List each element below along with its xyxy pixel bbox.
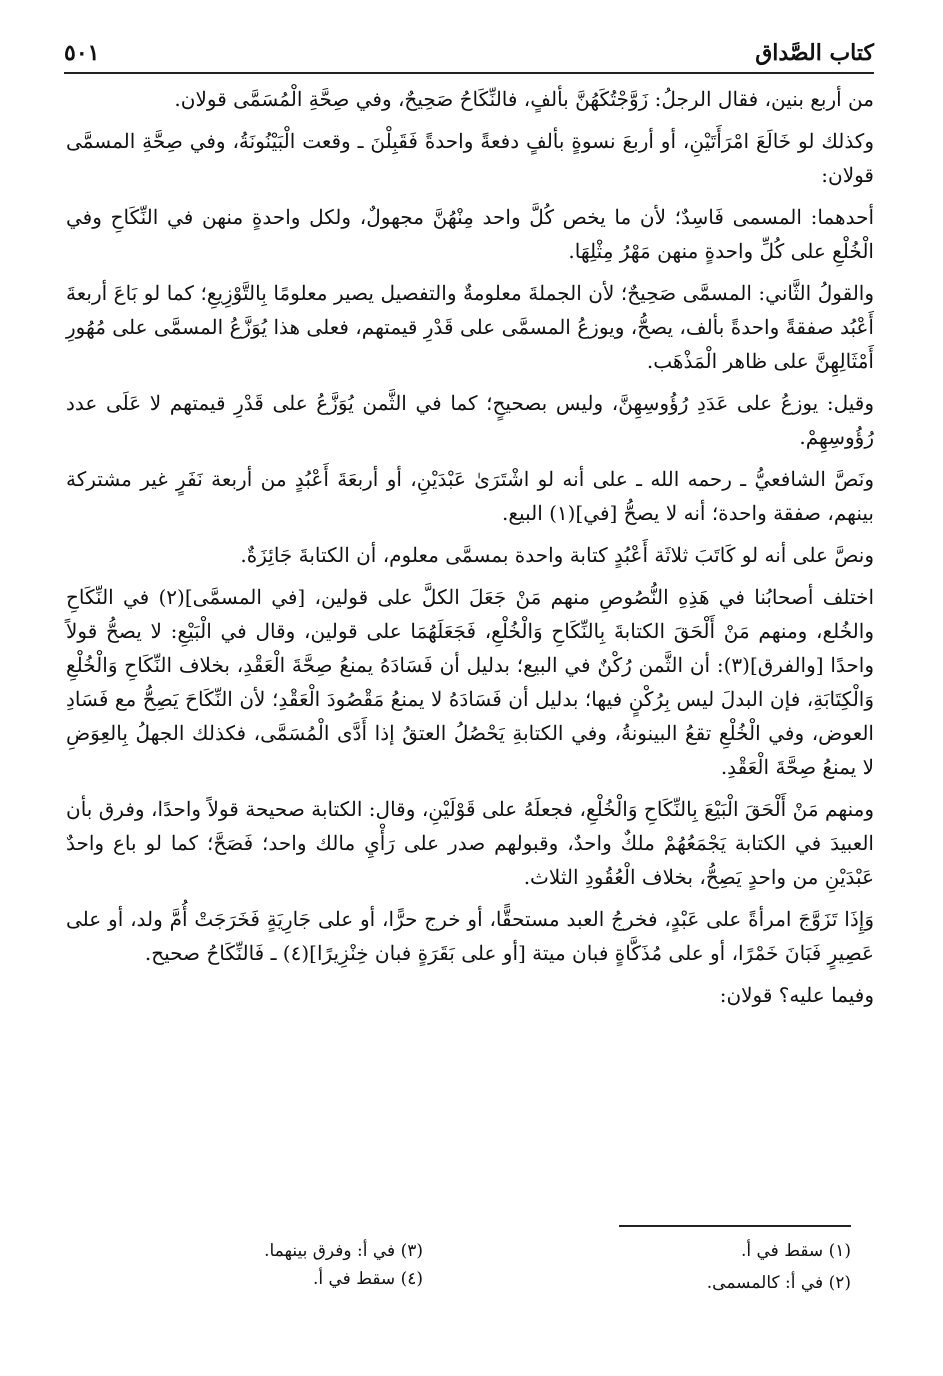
footnote-1: (١) سقط في أ. <box>740 1241 851 1261</box>
paragraph: وفيما عليه؟ قولان: <box>719 983 874 1007</box>
paragraph: وَإِذَا تَزَوَّجَ امرأةً على عَبْدٍ، فخرجُ العبد مستحقًّا، أو خرج حرًّا، أو على جَارِيَةٍ فَخَرَجَتْ أُمَّ ولد، أو على عَصِيرٍ فَبَانَ خَمْرًا، أو على مُذَكَّاةٍ فبان ميتة [أو على بَقَرَةٍ فبان خِنْزِيرًا](٤) ـ فَالنِّكَاحُ صحيح. <box>66 907 874 965</box>
footnote-4: (٤) سقط في أ. <box>312 1269 423 1289</box>
running-title: كتاب الصَّداق <box>755 40 874 66</box>
paragraph: ونَصَّ الشافعيُّ ـ رحمه الله ـ على أنه لو اشْتَرَىٰ عَبْدَيْنِ، أو أربعَةَ أَعْبُدٍ من أربعة نَفَرٍ غير مشتركة بينهم، صفقة واحدة؛ أنه لا يصحُّ [في](١) البيع. <box>66 467 874 525</box>
paragraph: ومنهم مَنْ أَلْحَقَ الْبَيْعَ بِالنِّكَاحِ وَالْخُلْعِ، فجعلَهُ على قَوْلَيْنِ، وقال: الكتابة صحيحة قولاً واحدًا، وفرق بأن العبيدَ في الكتابة يَجْمَعُهُمْ ملكٌ واحدٌ، وقبولهم صدر على رَأْيِ مالك واحد؛ فَصَحَّ؛ كما لو باع واحدٌ عَبْدَيْنِ من واحدٍ يَصِحُّ، بخلاف الْعُقُودِ الثلاث. <box>66 797 874 889</box>
footnote-separator <box>619 1225 851 1227</box>
footnote-2: (٢) في أ: كالمسمى. <box>706 1273 851 1293</box>
paragraph: ونصَّ على أنه لو كَاتَبَ ثلاثَة أَعْبُدٍ كتابة واحدة بمسمَّى معلوم، أن الكتابةَ جَائِزَةٌ. <box>240 543 874 567</box>
page-number: ٥٠١ <box>64 40 100 66</box>
paragraph: أحدهما: المسمى فَاسِدٌ؛ لأن ما يخص كُلَّ واحد مِنْهُنَّ مجهولٌ، ولكل واحدةٍ منهن في النِّكَاحِ وفي الْخُلْعِ على كُلِّ واحدةٍ منهن مَهْرُ مِثْلِهَا. <box>66 205 874 263</box>
paragraph: اختلف أصحابُنا في هَذِهِ النُّصُوصِ منهم مَنْ جَعَلَ الكلَّ على قولين، [في المسمَّى](٢) في النِّكَاحِ والخُلع، ومنهم مَنْ أَلْحَقَ الكتابةَ بِالنِّكَاحِ وَالْخُلْعِ، فَجَعَلَهُمَا على قولين، وقال في الْبَيْعِ: لا يصحُّ قولاً واحدًا [والفرق](٣): أن الثَّمن رُكْنٌ في البيع؛ بدليل أن فَسَادَهُ يمنعُ صِحَّةَ الْعَقْدِ، بخلاف النِّكَاحِ وَالْخُلْعِ وَالْكِتَابَةِ، فإن البدلَ ليس بِرُكْنٍ فيها؛ بدليل أن فَسَادَهُ لا يمنعُ مَقْصُودَ الْعَقْدِ؛ لأن النِّكَاحَ يَصِحُّ مع فَسَادِ العوض، وفي الْخُلْعِ تقعُ البينونةُ، وفي الكتابةِ يَحْصُلُ العتقُ إذا أَدَّى الْمُسَمَّى، فكذلك الجهلُ بِالعِوَضِ لا يمنعُ صِحَّةَ الْعَقْدِ. <box>66 585 875 779</box>
main-text <box>66 82 874 1020</box>
paragraph: من أربع بنين، فقال الرجلُ: زَوَّجْتُكَهُنَّ بألفٍ، فالنِّكَاحُ صَحِيحٌ، وفي صِحَّةِ الْمُسَمَّى قولان. <box>174 87 874 111</box>
footnote-3: (٣) في أ: وفرق بينهما. <box>264 1241 423 1261</box>
paragraph: والقولُ الثَّاني: المسمَّى صَحِيحٌ؛ لأن الجملةَ معلومةٌ والتفصيل يصير معلومًا بِالتَّوْزِيعِ؛ كما لو بَاعَ أربعةَ أَعْبُد صفقةً واحدةً بألف، يصحُّ، ويوزعُ المسمَّى على قَدْرِ قيمتهم، فعلى هذا يُوَزَّعُ المسمَّى على مُهُورِ أَمْثَالِهِنَّ على ظاهر الْمَذْهَب. <box>66 281 874 373</box>
paragraph: وكذلك لو خَالَعَ امْرَأَتَيْنِ، أو أربعَ نسوةٍ بألفٍ دفعةً واحدةً فَقَبِلْنَ ـ وقعت الْبَيْنُونَةُ، وفي صِحَّةِ المسمَّى قولان: <box>66 129 874 187</box>
page-header <box>64 40 874 74</box>
paragraph: وقيل: يوزعُ على عَدَدِ رُؤُوسِهِنَّ، وليس بصحيحٍ؛ كما في الثَّمن يُوَزَّعُ على قَدْرِ قيمتهم لا عَلَى عدد رُؤُوسِهِمْ. <box>66 391 874 449</box>
